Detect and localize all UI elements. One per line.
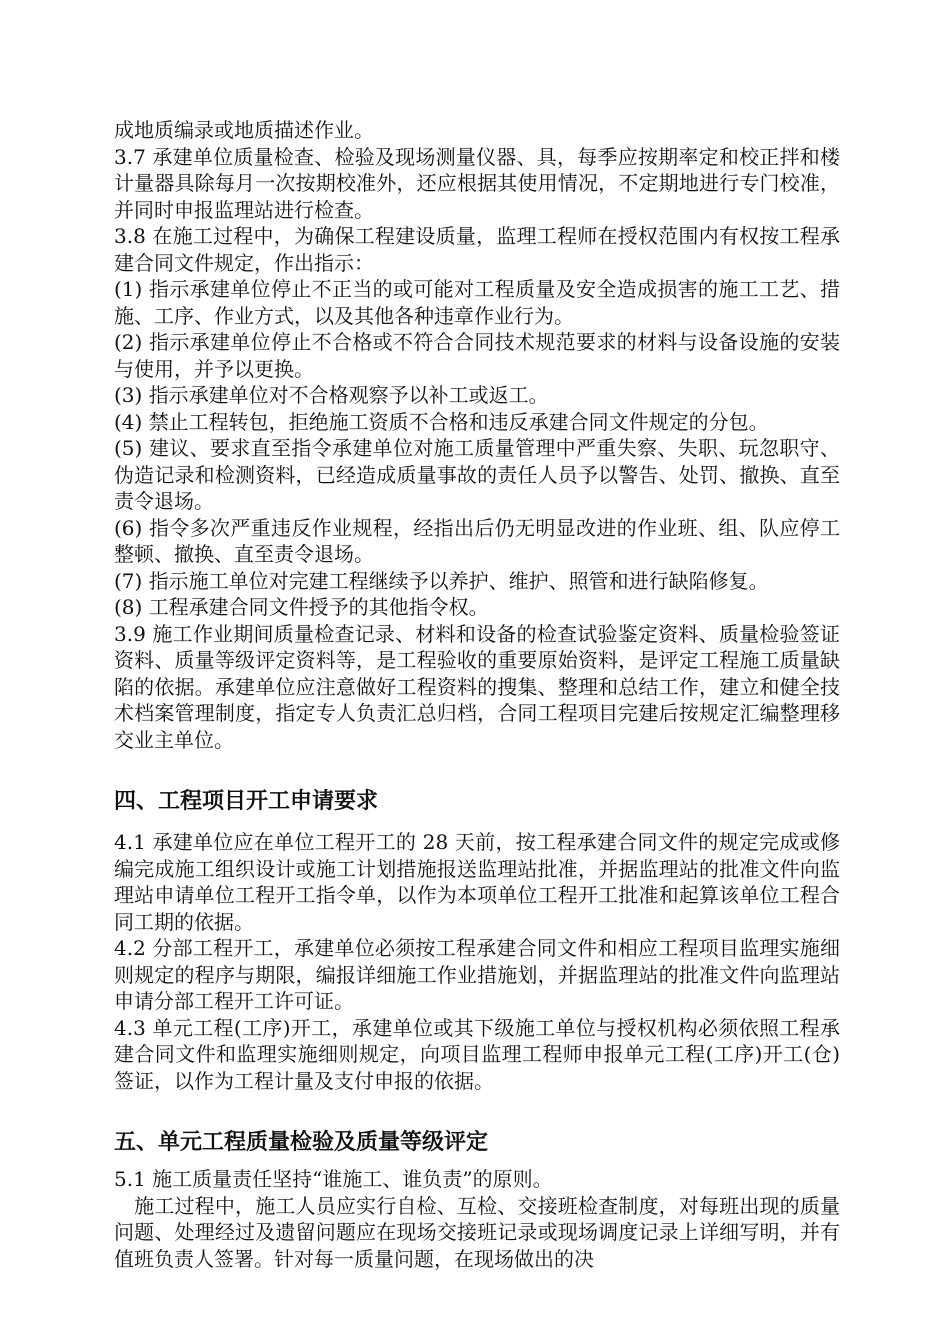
list-item-1: (1) 指示承建单位停止不正当的或可能对工程质量及安全造成损害的施工工艺、措施、工序、作业方式，以及其他各种违章作业行为。 bbox=[114, 277, 840, 328]
list-item-8: (8) 工程承建合同文件授予的其他指令权。 bbox=[114, 595, 489, 619]
paragraph-3-9: 3.9 施工作业期间质量检查记录、材料和设备的检查试验鉴定资料、质量检验签证资料、质量等级评定资料等，是工程验收的重要原始资料，是评定工程施工质量缺陷的依据。承建单位应注意做好工程资料的搜集、整理和总结工作，建立和健全技术档案管理制度，指定专人负责汇总归档，合同工程项目完建后按规定汇编整理移交业主单位。 bbox=[114, 621, 840, 752]
section-4-body bbox=[114, 829, 840, 1094]
section-3-body bbox=[114, 117, 840, 753]
section-4-heading: 四、工程项目开工申请要求 bbox=[114, 789, 379, 814]
paragraph-5-1: 5.1 施工质量责任坚持“谁施工、谁负责”的原则。 bbox=[114, 1167, 553, 1191]
paragraph-4-3: 4.3 单元工程(工序)开工，承建单位或其下级施工单位与授权机构必须依照工程承建合同文件和监理实施细则规定，向项目监理工程师申报单元工程(工序)开工(仓)签证，以作为工程计量及支付申报的依据。 bbox=[114, 1015, 840, 1093]
paragraph-4-2: 4.2 分部工程开工，承建单位必须按工程承建合同文件和相应工程项目监理实施细则规定的程序与期限，编报详细施工作业措施划，并据监理站的批准文件向监理站申请分部工程开工许可证。 bbox=[114, 936, 840, 1013]
list-item-6: (6) 指令多次严重违反作业规程，经指出后仍无明显改进的作业班、组、队应停工整顿、撤换、直至责令退场。 bbox=[114, 515, 840, 566]
list-item-5: (5) 建议、要求直至指令承建单位对施工质量管理中严重失察、失职、玩忽职守、伪造记录和检测资料，已经造成质量事故的责任人员予以警告、处罚、撤换、直至责令退场。 bbox=[114, 436, 840, 513]
list-item-3: (3) 指示承建单位对不合格观察予以补工或返工。 bbox=[114, 383, 549, 407]
list-item-7: (7) 指示施工单位对完建工程继续予以养护、维护、照管和进行缺陷修复。 bbox=[114, 568, 769, 593]
paragraph-3-7: 3.7 承建单位质量检查、检验及现场测量仪器、具，每季应按期率定和校正拌和楼计量器具除每月一次按期校准外，还应根据其使用情况，不定期地进行专门校准，并同时申报监理站进行检查。 bbox=[114, 144, 840, 222]
paragraph-4-1: 4.1 承建单位应在单位工程开工的 28 天前，按工程承建合同文件的规定完成或修编完成施工组织设计或施工计划措施报送监理站批准，并据监理站的批准文件向监理站申请单位工程开工指令单，以作为本项单位工程开工批准和起算该单位工程合同工期的依据。 bbox=[114, 830, 840, 934]
section-5-body bbox=[114, 1166, 840, 1272]
paragraph: 成地质编录或地质描述作业。 bbox=[114, 118, 374, 142]
paragraph-5-1-detail: 施工过程中，施工人员应实行自检、互检、交接班检查制度，对每班出现的质量问题、处理经过及遗留问题应在现场交接班记录或现场调度记录上详细写明，并有值班负责人签署。针对每一质量问题，在现场做出的决 bbox=[114, 1193, 840, 1271]
list-item-4: (4) 禁止工程转包，拒绝施工资质不合格和违反承建合同文件规定的分包。 bbox=[114, 409, 769, 434]
paragraph-3-8: 3.8 在施工过程中，为确保工程建设质量，监理工程师在授权范围内有权按工程承建合同文件规定，作出指示： bbox=[114, 224, 840, 275]
list-item-2: (2) 指示承建单位停止不合格或不符合合同技术规范要求的材料与设备设施的安装与使用，并予以更换。 bbox=[114, 330, 840, 381]
section-5-heading: 五、单元工程质量检验及质量等级评定 bbox=[114, 1130, 489, 1155]
